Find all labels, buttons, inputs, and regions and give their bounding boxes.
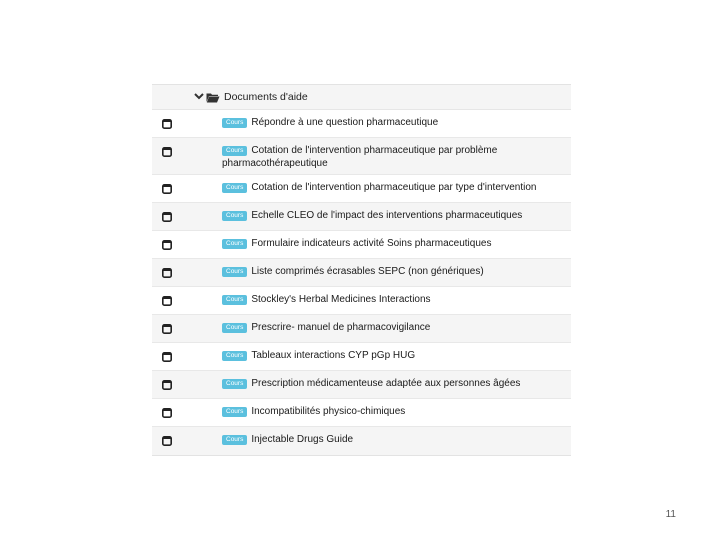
checkbox-icon[interactable]: [162, 119, 172, 129]
item-body: [222, 144, 562, 170]
list-item[interactable]: [152, 203, 571, 231]
list-item[interactable]: [152, 110, 571, 138]
cours-badge: Cours: [222, 379, 247, 389]
item-body: [222, 293, 562, 306]
cours-badge: Cours: [222, 211, 247, 221]
item-title-link[interactable]: Tableaux interactions CYP pGp HUG: [251, 350, 416, 361]
checkbox-icon[interactable]: [162, 184, 172, 194]
checkbox-icon[interactable]: [162, 240, 172, 250]
list-item[interactable]: [152, 231, 571, 259]
list-item[interactable]: [152, 427, 571, 455]
item-body: [222, 349, 562, 362]
folder-open-icon: [206, 92, 220, 103]
list-item[interactable]: [152, 371, 571, 399]
item-title-link[interactable]: Prescription médicamenteuse adaptée aux personnes âgées: [251, 378, 521, 389]
item-body: [222, 237, 562, 250]
item-title-link[interactable]: Cotation de l'intervention pharmaceutique par problème pharmacothérapeutique: [222, 145, 498, 169]
item-title-link[interactable]: Stockley's Herbal Medicines Interactions: [251, 294, 431, 305]
checkbox-icon[interactable]: [162, 436, 172, 446]
item-title-link[interactable]: Formulaire indicateurs activité Soins pharmaceutiques: [251, 238, 492, 249]
chevron-down-icon[interactable]: [193, 90, 205, 102]
checkbox-icon[interactable]: [162, 296, 172, 306]
checkbox-icon[interactable]: [162, 268, 172, 278]
list-item[interactable]: [152, 259, 571, 287]
item-body: [222, 116, 562, 129]
item-body: [222, 433, 562, 446]
cours-badge: Cours: [222, 267, 247, 277]
item-title-link[interactable]: Cotation de l'intervention pharmaceutique par type d'intervention: [251, 182, 537, 193]
list-item[interactable]: [152, 399, 571, 427]
item-title-link[interactable]: Répondre à une question pharmaceutique: [251, 117, 439, 128]
item-body: [222, 181, 562, 194]
cours-badge: Cours: [222, 118, 247, 128]
item-title-link[interactable]: Prescrire- manuel de pharmacovigilance: [251, 322, 431, 333]
checkbox-icon[interactable]: [162, 212, 172, 222]
cours-badge: Cours: [222, 146, 247, 156]
course-section-panel: [152, 84, 571, 456]
item-body: [222, 321, 562, 334]
list-item[interactable]: [152, 315, 571, 343]
list-item[interactable]: [152, 343, 571, 371]
list-item[interactable]: [152, 287, 571, 315]
item-title-link[interactable]: Injectable Drugs Guide: [251, 434, 354, 445]
checkbox-icon[interactable]: [162, 324, 172, 334]
folder-title: Documents d'aide: [224, 91, 308, 103]
checkbox-icon[interactable]: [162, 408, 172, 418]
checkbox-icon[interactable]: [162, 352, 172, 362]
item-body: [222, 377, 562, 390]
checkbox-icon[interactable]: [162, 147, 172, 157]
cours-badge: Cours: [222, 351, 247, 361]
page-number: 11: [665, 509, 676, 520]
list-item[interactable]: [152, 138, 571, 175]
checkbox-icon[interactable]: [162, 380, 172, 390]
item-body: [222, 265, 562, 278]
item-list: [152, 110, 571, 455]
folder-header[interactable]: [152, 85, 571, 110]
item-title-link[interactable]: Incompatibilités physico-chimiques: [251, 406, 406, 417]
item-body: [222, 405, 562, 418]
cours-badge: Cours: [222, 407, 247, 417]
item-title-link[interactable]: Liste comprimés écrasables SEPC (non génériques): [251, 266, 484, 277]
cours-badge: Cours: [222, 239, 247, 249]
cours-badge: Cours: [222, 183, 247, 193]
item-title-link[interactable]: Echelle CLEO de l'impact des interventions pharmaceutiques: [251, 210, 523, 221]
item-body: [222, 209, 562, 222]
cours-badge: Cours: [222, 295, 247, 305]
list-item[interactable]: [152, 175, 571, 203]
cours-badge: Cours: [222, 435, 247, 445]
cours-badge: Cours: [222, 323, 247, 333]
